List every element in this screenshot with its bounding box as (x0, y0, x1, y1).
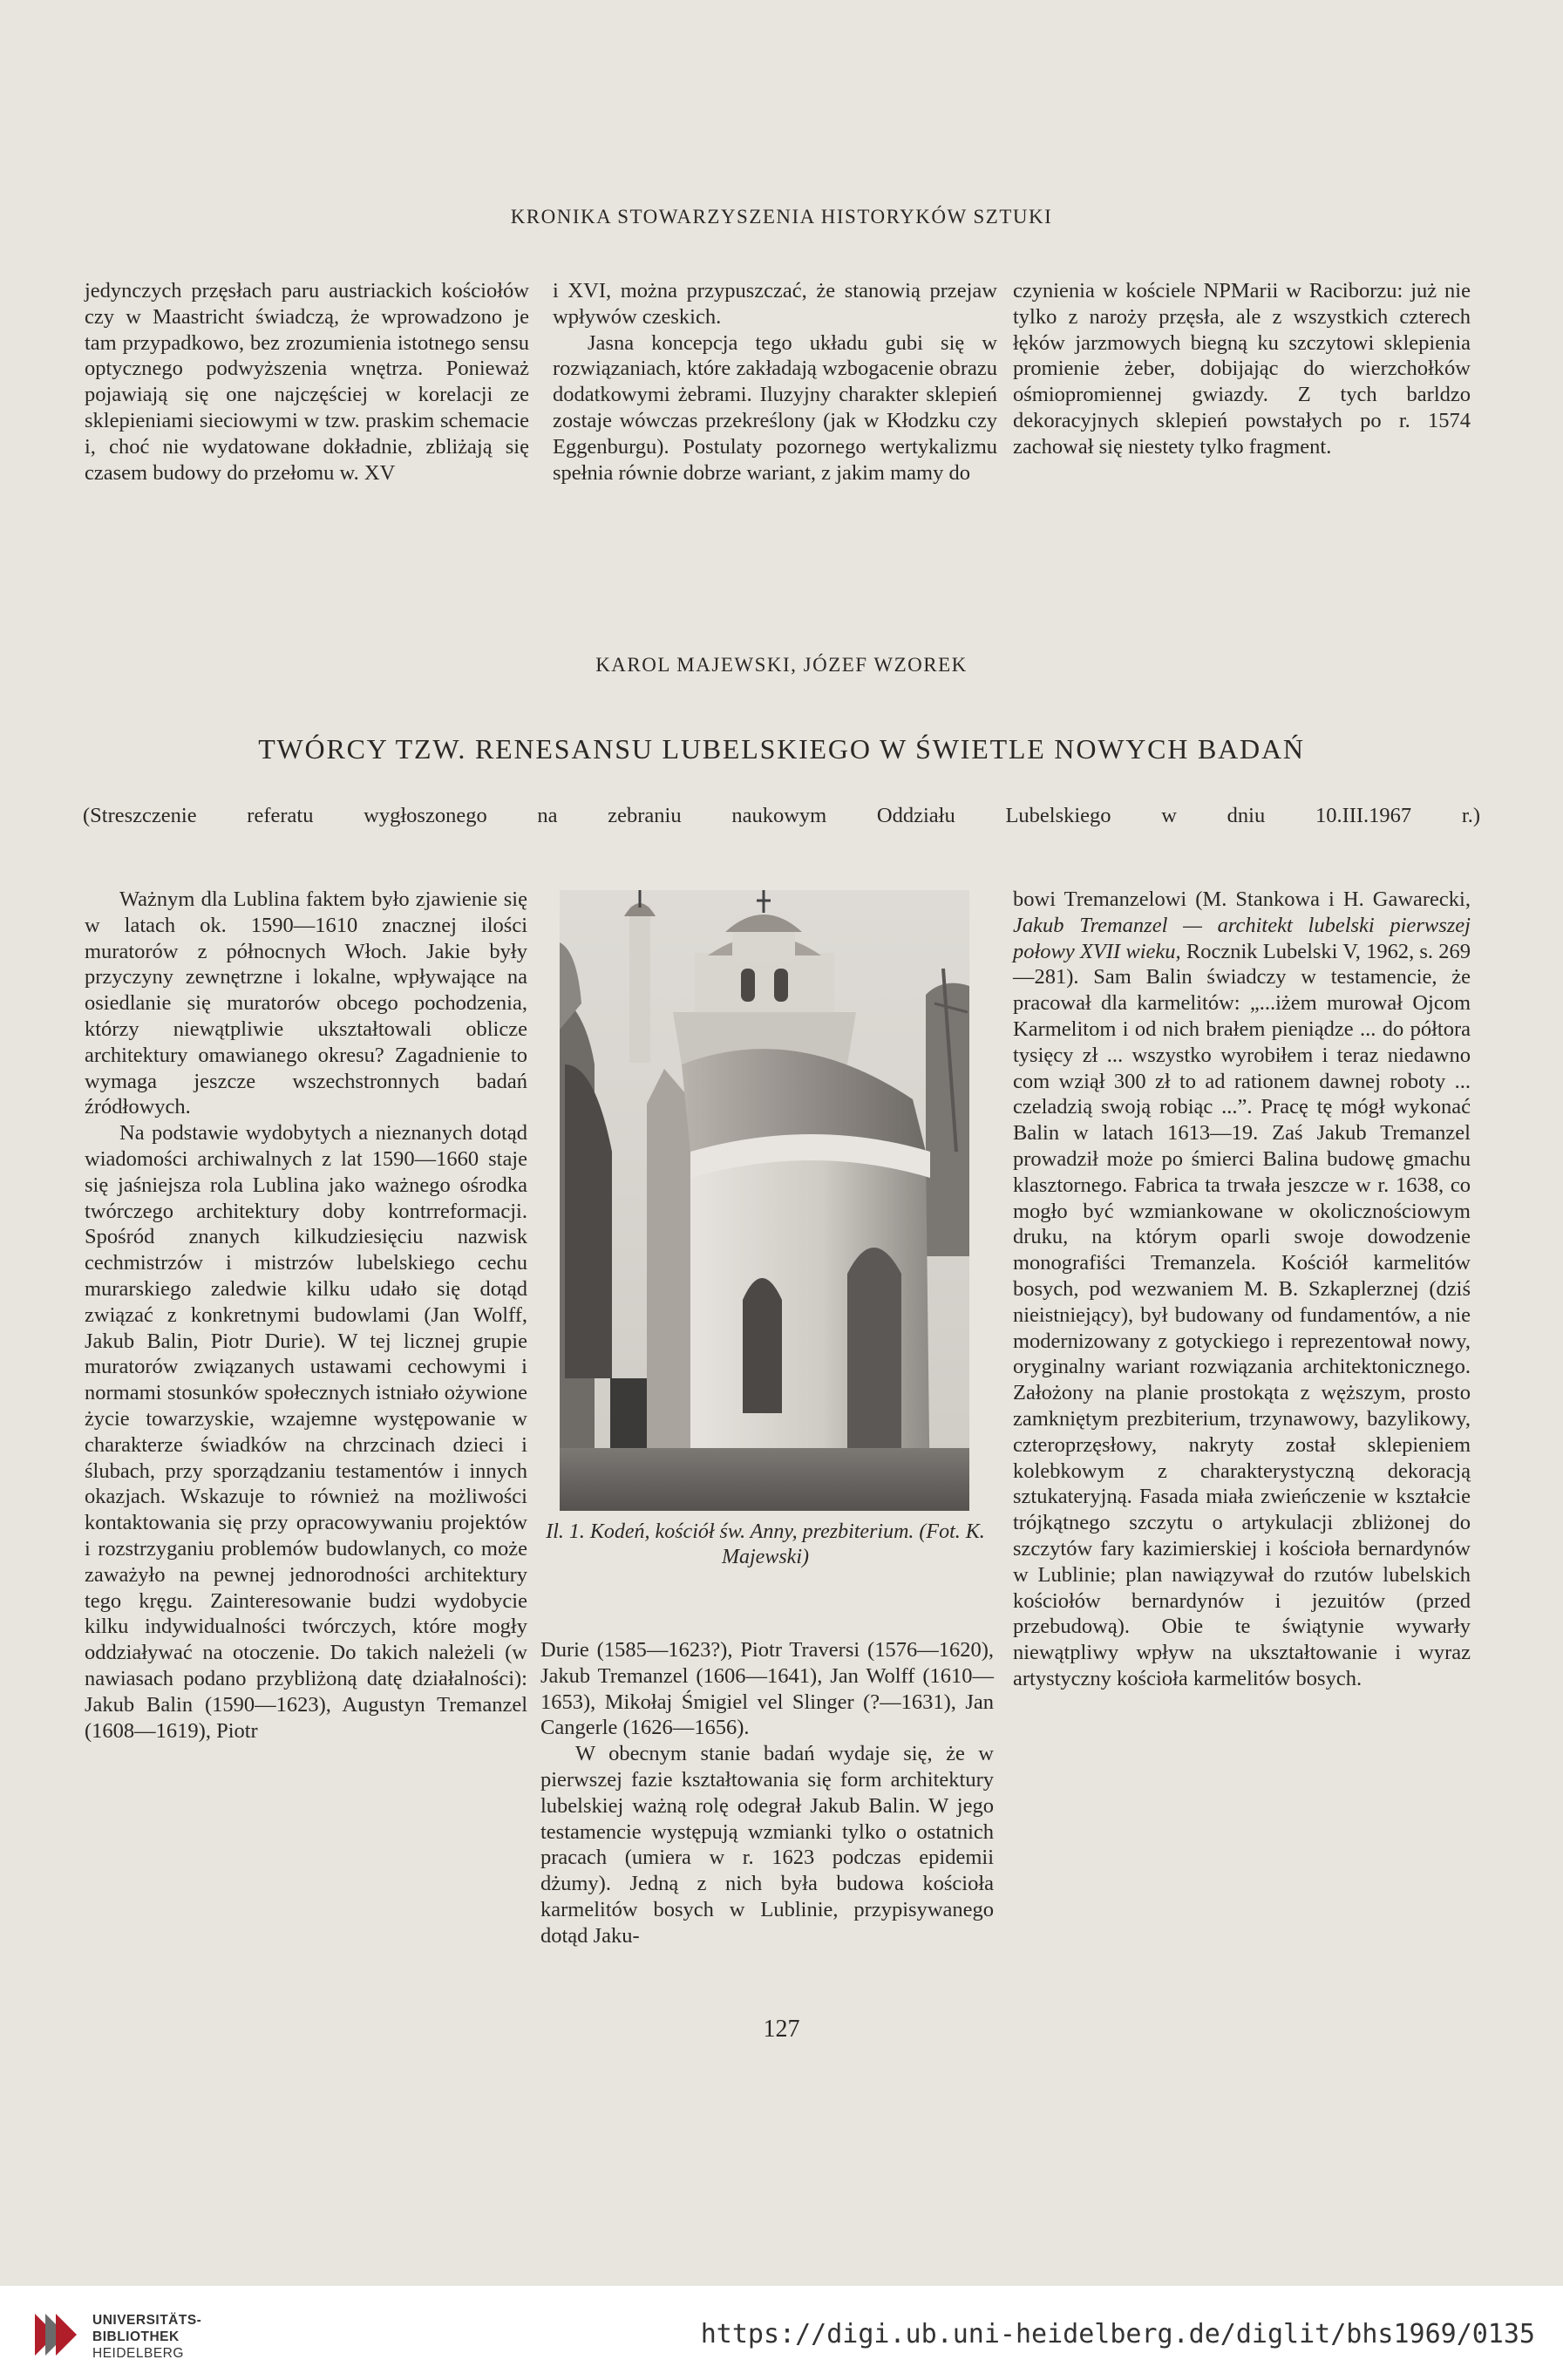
article-title: TWÓRCY TZW. RENESANSU LUBELSKIEGO W ŚWIETLE NOWYCH BADAŃ (258, 733, 1305, 765)
paragraph: czynienia w kościele NPMarii w Raciborzu: już nie tylko z naroży przęsła, ale z wszystkich czterech łęków jarzmowych biegną ku szczytowi sklepienia promienie żeber, dobijając do wierzchołków ośmiopromiennej gwiazdy. Z tych barldzo dekoracyjnych sklepień powstałych po r. 1574 zachował się niestety tylko fragment. (1013, 279, 1471, 459)
footer-bar (0, 2286, 1563, 2380)
top-column-3 (1013, 278, 1471, 460)
page-number: 127 (763, 2016, 800, 2043)
paragraph (1013, 887, 1471, 1692)
top-column-2 (553, 278, 997, 486)
institution-name (92, 2312, 201, 2362)
institution-line: HEIDELBERG (92, 2346, 184, 2361)
paragraph: Na podstawie wydobytych a nieznanych dotąd wiadomości archiwalnych z lat 1590—1660 staje się jaśniejsza rola Lublina jako ważnego ośrodka twórczego architektury doby kontrreformacji. Spośród znanych kilkudziesięciu nazwisk cechmistrzów i mistrzów lubelskiego cechu murarskiego zaledwie kilku udało się dotąd związać z konkretnymi budowlami (Jan Wolff, Jakub Balin, Piotr Durie). W tej licznej grupie muratorów związanych ustawami cechowymi i normami stosunków społecznych istniało ożywione życie towarzyskie, wzajemne występowanie w charakterze świadków na chrzcinach dzieci i ślubach, przy sporządzaniu testamentów i innych okazjach. Wskazuje to również na możliwości kontaktowania się przy opracowywaniu projektów i rozstrzyganiu problemów budowlanych, co może zaważyło na pewnej jednorodności architektury tego kręgu. Zainteresowanie budzi wydobycie kilku indywidualności twórczych, które mogły oddziaływać na otoczenie. Do takich należeli (w nawiasach podano przybliżoną datę działalności): Jakub Balin (1590—1623), Augustyn Tremanzel (1608—1619), Piotr (85, 1121, 527, 1743)
paragraph: jedynczych przęsłach paru austriackich kościołów czy w Maastricht świadczą, że wprowadzono je tam przypadkowo, bez zrozumienia istotnego sensu optycznego podwyższenia wnętrza. Ponieważ pojawiają się one najczęściej w korelacji ze sklepieniami sieciowymi w tzw. praskim schemacie i, choć nie wydatowane dokładnie, zbliżają się czasem budowy do przełomu w. XV (85, 279, 529, 485)
top-column-1 (85, 278, 529, 486)
body-column-1 (85, 887, 527, 1744)
institution-line: UNIVERSITÄTS- (92, 2313, 202, 2328)
text-run: Rocznik Lubelski V, 1962, s. 269—281). Sam Balin świadczy w testamencie, że pracował dla karmelitów: „...iżem murował Ojcom Karmelitom i od nich brałem pieniądze ... do półtora tysięcy zł ... wszystko wyrobiłem i teraz niedawno com wziął 300 zł to ad rationem dawnej roboty ... czeladzią swoją robiąc ...”. Pracę tę mógł wykonać Balin w latach 1613—19. Zaś Jakub Tremanzel prowadził może po śmierci Balina budowę gmachu klasztornego. Fabrica ta trwała jeszcze w r. 1638, co mogło być wzmiankowane w okolicznościowym druku, na którym oparli swoje dowodzenie monografiści Tremanzela. Kościół karmelitów bosych, pod wezwaniem M. B. Szkaplerznej (dziś nieistniejący), był budowany od fundamentów, a nie modernizowany z gotyckiego i reprezentował nowy, oryginalny wariant rozwiązania architektonicznego. Założony na planie prostokąta z węższym, prosto zamkniętym prezbiterium, trzynawowy, bazylikowy, czteroprzęsłowy, nakryty został sklepieniem kolebkowym z charakterystyczną dekoracją sztukateryjną. Fasada miała zwieńczenie w kształcie trójkątnego szczytu o artykulacji zbliżonej do szczytów fary kazimierskiej i kościoła bernardynów w Lublinie; plan nawiązywał do rzutów lubelskich kościołów bernardynów i jezuitów (przed przebudową). Obie te świątynie wywarły niewątpliwy wpływ na ukształtowanie i wyraz artystyczny kościoła karmelitów bosych. (1013, 939, 1471, 1690)
permalink-url[interactable]: https://digi.ub.uni-heidelberg.de/diglit/bhs1969/0135 (700, 2319, 1535, 2349)
body-column-2 (540, 1637, 994, 1949)
paragraph: Durie (1585—1623?), Piotr Traversi (1576—1620), Jakub Tremanzel (1606—1641), Jan Wolff (1610—1653), Mikołaj Śmigiel vel Slinger (?—1631), Jan Cangerle (1626—1656). (540, 1638, 994, 1740)
institution-line: BIBLIOTHEK (92, 2329, 180, 2344)
text-run: bowi Tremanzelowi (M. Stankowa i H. Gawarecki, (1013, 887, 1471, 911)
church-photo (560, 890, 969, 1511)
university-library-logo-icon (31, 2309, 80, 2361)
article-authors: KAROL MAJEWSKI, JÓZEF WZOREK (595, 654, 968, 676)
running-head: KRONIKA STOWARZYSZENIA HISTORYKÓW SZTUKI (510, 206, 1053, 228)
paragraph: Jasna koncepcja tego układu gubi się w rozwiązaniach, które zakładają wzbogacenie obrazu dodatkowymi żebrami. Iluzyjny charakter sklepień zostaje wówczas przekreślony (jak w Kłodzku czy Eggenburgu). Postulaty pozornego wertykalizmu spełnia równie dobrze wariant, z jakim mamy do (553, 330, 997, 485)
paragraph: i XVI, można przypuszczać, że stanowią przejaw wpływów czeskich. (553, 279, 997, 329)
article-subtitle: (Streszczenie referatu wygłoszonego na zebraniu naukowym Oddziału Lubelskiego w dniu 10.III.1967 r.) (83, 804, 1480, 827)
italic-title: Jakub Tremanzel — architekt lubelski pierwszej połowy XVII wieku, (1013, 913, 1471, 963)
paragraph: Ważnym dla Lublina faktem było zjawienie się w latach ok. 1590—1610 znacznej ilości muratorów z północnych Włoch. Jakie były przyczyny zewnętrzne i lokalne, wpływające na osiedlanie się muratorów obcego pochodzenia, którzy niewątpliwie ukształtowali oblicze architektury omawianego okresu? Zagadnienie to wymaga jeszcze wszechstronnych badań źródłowych. (85, 887, 527, 1119)
paragraph: W obecnym stanie badań wydaje się, że w pierwszej fazie kształtowania się form architektury lubelskiej ważną rolę odegrał Jakub Balin. W jego testamencie występują wzmianki tylko o ostatnich pracach (umiera w r. 1623 podczas epidemii dżumy). Jedną z nich była budowa kościoła karmelitów bosych w Lublinie, przypisywanego dotąd Jaku- (540, 1742, 994, 1948)
body-column-3 (1013, 887, 1471, 1692)
figure-caption: Il. 1. Kodeń, kościół św. Anny, prezbiterium. (Fot. K. Majewski) (546, 1520, 985, 1568)
